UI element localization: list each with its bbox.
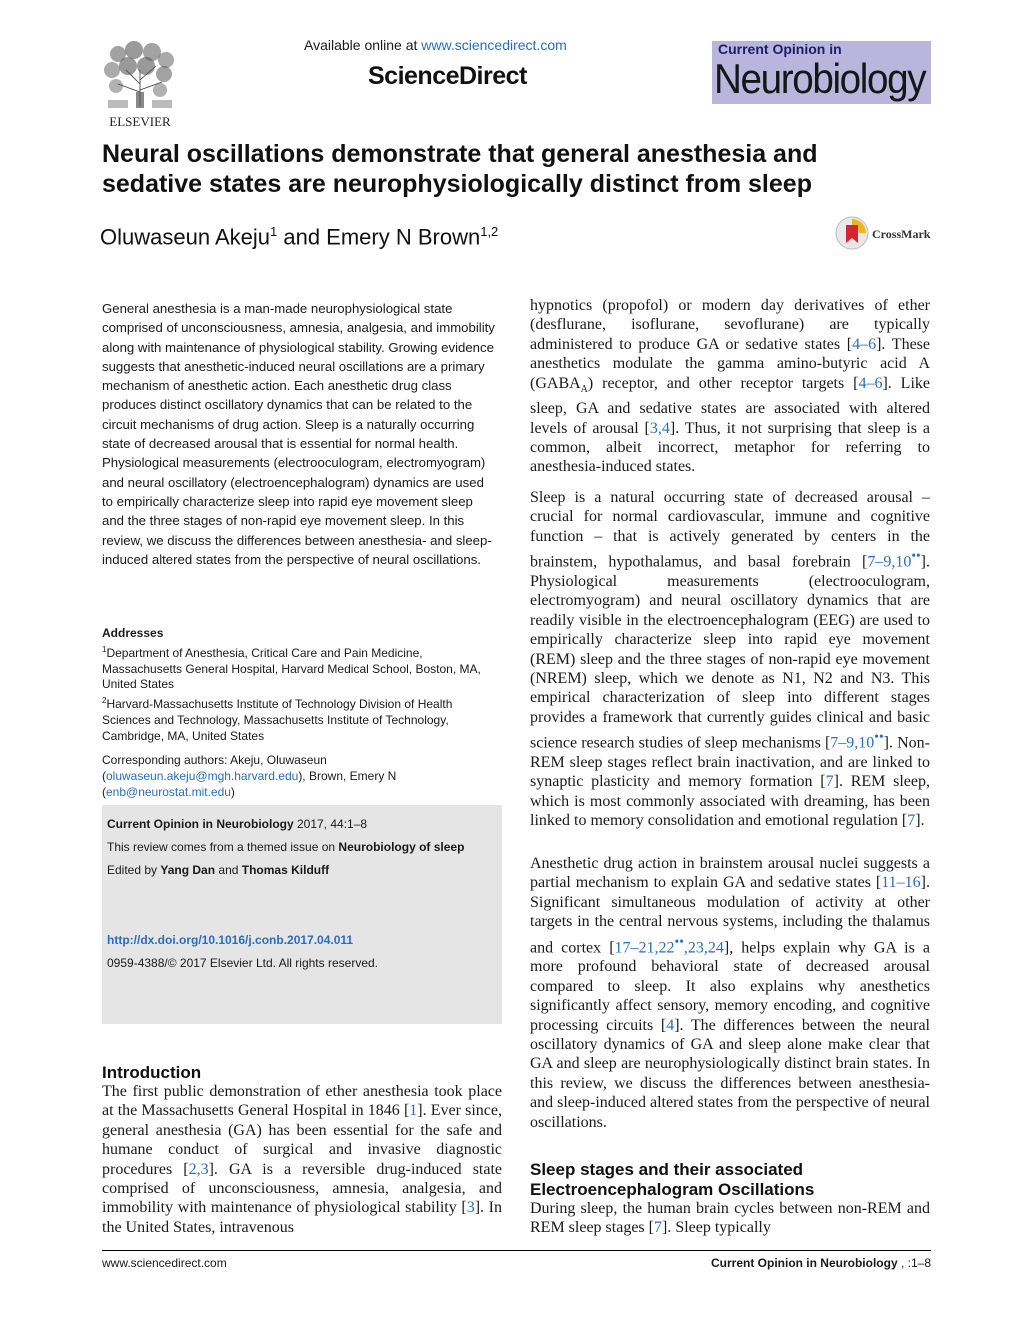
citation-line bbox=[107, 817, 367, 831]
body-text: hypnotics (propofol) or modern day derivatives of ether (desflurane, isoflurane, sevoflurane) are typically administered to produce GA or sedative states [ bbox=[530, 297, 930, 353]
corresponding-text: ), Brown, Emery N ( bbox=[102, 769, 397, 799]
body-text: ]. bbox=[915, 812, 925, 830]
editors-label: Edited by bbox=[107, 863, 161, 877]
addresses bbox=[102, 626, 502, 745]
body-text: ]. Sleep typically bbox=[661, 1219, 771, 1237]
footer-pages: , :1–8 bbox=[897, 1256, 931, 1270]
footer-citation bbox=[700, 1256, 931, 1270]
editor-name: Yang Dan bbox=[160, 863, 216, 877]
body-text: ]. Significant simultaneous modulation of activity at other targets in the central nervous systems, including the thalamus and cortex [ bbox=[530, 874, 930, 956]
body-text: ]. Physiological measurements (electrooculogram, electromyogram) and neural oscillatory dynamics that are readily visible in the electroencephalogram (EEG) are used to empirically characterize sleep into rapid eye movement (REM) sleep and the three stages of non-rapid eye movement (NREM) sleep, which we denote as N1, N2 and N3. This empirical characterization of sleep into different stages provides a framework that currently guides clinical and basic science research studies of sleep mechanisms [ bbox=[530, 553, 930, 752]
body-text: ) receptor, and other receptor targets [ bbox=[587, 374, 859, 392]
footer-divider bbox=[102, 1250, 931, 1251]
reference-link[interactable]: 3,4 bbox=[649, 419, 670, 437]
body-text: ]. These anesthetics modulate the gamma amino-butyric acid A (GABA bbox=[530, 335, 930, 392]
email-link[interactable]: oluwaseun.akeju@mgh.harvard.edu bbox=[106, 769, 299, 783]
editors-line bbox=[107, 863, 329, 877]
body-text: Sleep is a natural occurring state of decreased arousal – crucial for normal cardiovascular, immune and cognitive function – that is actively generated by centers in the brainstem, hypothalamus, and basal forebrain [ bbox=[530, 489, 930, 571]
address-2-number: 2 bbox=[102, 696, 107, 706]
article-info-box bbox=[102, 805, 502, 1024]
author-name[interactable]: Emery N Brown bbox=[326, 224, 481, 250]
body-text: ]. The differences between the neural oscillatory dynamics of GA and sleep alone make clear that GA and sleep are neurophysiologically distinct brain states. In this review, we discuss the differences between anesthesia- and sleep-induced altered states from the perspective of neural oscillations. bbox=[530, 1016, 931, 1131]
reference-link[interactable]: 4–6 bbox=[852, 335, 877, 353]
journal-banner[interactable] bbox=[712, 41, 931, 104]
reference-link[interactable]: 7–9,10 bbox=[867, 553, 912, 571]
corresponding-label: Corresponding authors: Akeju, Oluwaseun ( bbox=[102, 753, 327, 783]
email-link[interactable]: enb@neurostat.mit.edu bbox=[106, 785, 231, 799]
address-1-number: 1 bbox=[102, 644, 107, 654]
journal-banner-top: Current Opinion in bbox=[718, 41, 842, 57]
reference-link[interactable]: 7 bbox=[907, 812, 916, 830]
author-name[interactable]: Oluwaseun Akeju bbox=[100, 224, 270, 250]
body-paragraph bbox=[530, 488, 930, 831]
body-paragraph bbox=[530, 854, 930, 1132]
addresses-heading: Addresses bbox=[102, 626, 164, 640]
introduction-heading: Introduction bbox=[102, 1063, 202, 1082]
themed-issue-label: This review comes from a themed issue on bbox=[107, 840, 339, 854]
body-text: ]. Thus, it not surprising that sleep is a common, albeit incorrect, metaphor for referring to anesthesia-induced states. bbox=[530, 419, 930, 476]
introduction-paragraph bbox=[102, 1082, 502, 1237]
elsevier-tree-icon bbox=[98, 40, 182, 130]
themed-issue-name: Neurobiology of sleep bbox=[338, 840, 465, 854]
svg-text:ELSEVIER: ELSEVIER bbox=[109, 114, 171, 129]
citation-volume: 2017, 44:1–8 bbox=[293, 817, 368, 831]
footer-site[interactable]: www.sciencedirect.com bbox=[102, 1256, 227, 1270]
subscript: A bbox=[580, 383, 588, 395]
author-list bbox=[100, 224, 498, 250]
body-text: The first public demonstration of ether anesthesia took place at the Massachusetts General Hospital in 1846 [ bbox=[102, 1083, 502, 1120]
editor-name: Thomas Kilduff bbox=[241, 863, 330, 877]
body-paragraph bbox=[530, 1199, 930, 1238]
body-text: ]. In the United States, intravenous bbox=[102, 1199, 503, 1236]
corresponding-text: ) bbox=[230, 785, 235, 799]
reference-link[interactable]: 7 bbox=[653, 1219, 662, 1237]
svg-text:CrossMark: CrossMark bbox=[872, 227, 931, 241]
reference-link[interactable]: 11–16 bbox=[881, 874, 921, 892]
abstract: General anesthesia is a man-made neurophysiological state comprised of unconsciousness, amnesia, analgesia, and immobility along with maintenance of physiological stability. Growing evidence suggests that anesthetic-induced neural oscillations are a primary mechanism of anesthetic action. Each anesthetic drug class produces distinct oscillatory dynamics that can be related to the circuit mechanisms of drug action. Sleep is a naturally occurring state of decreased arousal that is essential for normal health. Physiological measurements (electrooculogram, electromyogram) and neural oscillatory (electroencephalogram) dynamics are used to empirically characterize sleep into rapid eye movement sleep and the three stages of non-rapid eye movement sleep. In this review, we discuss the differences between anesthesia- and sleep-induced altered states from the perspective of neural oscillations. bbox=[102, 301, 495, 567]
available-label: Available online at bbox=[304, 37, 422, 53]
body-text: During sleep, the human brain cycles between non-REM and REM sleep stages [ bbox=[530, 1200, 930, 1237]
reference-emphasis: •• bbox=[674, 933, 684, 949]
reference-link[interactable]: 1 bbox=[409, 1102, 418, 1120]
address-2 bbox=[102, 693, 502, 744]
reference-link[interactable]: 3 bbox=[466, 1199, 475, 1217]
article-title: Neural oscillations demonstrate that general anesthesia and sedative states are neurophysiologically distinct from sleep bbox=[102, 140, 818, 198]
body-paragraph bbox=[530, 296, 930, 477]
body-text: ]. REM sleep, which is most commonly associated with dreaming, has been linked to memory consolidation and emotional regulation [ bbox=[530, 773, 930, 830]
copyright-line: 0959-4388/© 2017 Elsevier Ltd. All rights reserved. bbox=[107, 956, 378, 970]
doi-link[interactable]: http://dx.doi.org/10.1016/j.conb.2017.04.011 bbox=[107, 933, 354, 947]
corresponding-authors bbox=[102, 752, 502, 800]
body-text: ]. Ever since, general anesthesia (GA) has been essential for the safe and humane conduct of surgical and invasive diagnostic procedures [ bbox=[102, 1102, 503, 1178]
sciencedirect-wordmark[interactable]: ScienceDirect bbox=[368, 62, 527, 90]
body-text: ], helps explain why GA is a more profound behavioral state of decreased arousal compared to sleep. It also explains why anesthetics significantly affect sensory, memory encoding, and cognitive processing circuits [ bbox=[530, 938, 930, 1034]
journal-banner-name: Neurobiology bbox=[714, 55, 926, 102]
reference-link[interactable]: ,23,24 bbox=[683, 938, 724, 956]
body-text: ]. Non-REM sleep stages reflect brain inactivation, and are linked to synaptic plasticity and memory formation [ bbox=[530, 734, 930, 791]
address-1 bbox=[102, 642, 502, 693]
body-text: ]. Like sleep, GA and sedative states are associated with altered levels of arousal [ bbox=[530, 374, 930, 437]
author-separator: and bbox=[277, 224, 327, 250]
reference-link[interactable]: 4 bbox=[666, 1016, 675, 1034]
sciencedirect-link[interactable]: www.sciencedirect.com bbox=[421, 37, 567, 53]
crossmark-badge[interactable] bbox=[835, 215, 935, 251]
citation-journal: Current Opinion in Neurobiology bbox=[107, 817, 294, 831]
footer-journal: Current Opinion in Neurobiology bbox=[710, 1256, 898, 1270]
available-online bbox=[304, 37, 567, 53]
address-1-text: Department of Anesthesia, Critical Care and Pain Medicine, Massachusetts General Hospital, Harvard Medical School, Boston, MA, United States bbox=[102, 645, 481, 692]
crossmark-icon bbox=[835, 215, 935, 251]
affiliation-marker: 1,2 bbox=[480, 224, 499, 239]
reference-link[interactable]: 7–9,10 bbox=[830, 734, 875, 752]
address-2-text: Harvard-Massachusetts Institute of Technology Division of Health Sciences and Technology, Massachusetts Institute of Technology, Cambridge, MA, United States bbox=[102, 697, 453, 743]
themed-issue-line bbox=[107, 840, 464, 854]
reference-link[interactable]: 7 bbox=[825, 773, 834, 791]
body-text: ]. GA is a reversible drug-induced state comprised of unconsciousness, amnesia, analgesia, and immobility with maintenance of physiological stability [ bbox=[102, 1160, 503, 1217]
reference-link[interactable]: 17–21,22 bbox=[614, 938, 675, 956]
reference-link[interactable]: 4–6 bbox=[858, 374, 883, 392]
reference-link[interactable]: 2,3 bbox=[188, 1160, 209, 1178]
body-text: Anesthetic drug action in brainstem arousal nuclei suggests a partial mechanism to explain GA and sedative states [ bbox=[530, 855, 930, 892]
elsevier-logo bbox=[98, 40, 182, 130]
editors-separator: and bbox=[215, 863, 242, 877]
affiliation-marker: 1 bbox=[270, 224, 278, 239]
reference-emphasis: •• bbox=[911, 548, 921, 564]
reference-emphasis: •• bbox=[874, 729, 884, 745]
section-heading: Sleep stages and their associated Electroencephalogram Oscillations bbox=[530, 1160, 815, 1199]
